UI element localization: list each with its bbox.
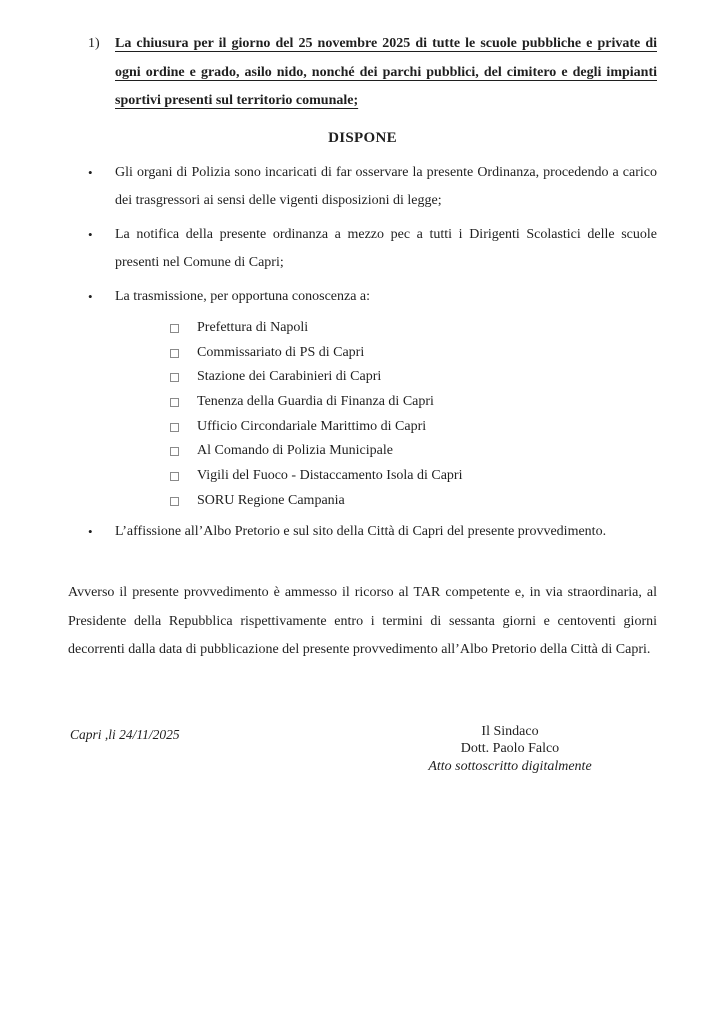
dispone-heading: DISPONE: [328, 129, 397, 146]
provision-text: La trasmissione, per opportuna conoscenza a:: [115, 288, 371, 304]
provision-text: Gli organi di Polizia sono incaricati di far osservare la presente Ordinanza, procedendo a carico dei trasgressori ai sensi delle vigenti disposizioni di legge;: [115, 164, 657, 208]
recipient-label: Commissariato di PS di Capri: [197, 344, 365, 360]
recipient-label: SORU Regione Campania: [197, 492, 345, 508]
list-item: [88, 283, 657, 312]
provisions-list: [68, 159, 657, 547]
recipients-list: [170, 316, 657, 514]
recipient-label: Tenenza della Guardia di Finanza di Capri: [197, 394, 434, 410]
clause-text: La chiusura per il giorno del 25 novembre 2025 di tutte le scuole pubbliche e private di ogni ordine e grado, asilo nido, nonché dei parchi pubblici, del cimitero e degli impianti sportivi presenti sul territorio comunale;: [115, 36, 657, 108]
digital-signature-note: Atto sottoscritto digitalmente: [428, 758, 592, 774]
list-item: [170, 464, 657, 489]
list-item: [88, 518, 657, 547]
bullet-icon: •: [88, 288, 93, 304]
checkbox-icon: [170, 497, 179, 506]
recipient-label: Prefettura di Napoli: [197, 320, 309, 335]
signature-block: [378, 723, 642, 776]
checkbox-icon: [170, 349, 179, 358]
document-footer: [68, 723, 657, 793]
recipient-label: Vigili del Fuoco - Distaccamento Isola di Capri: [197, 468, 463, 484]
list-item: [170, 439, 657, 464]
list-item: [170, 341, 657, 366]
signer-name: Dott. Paolo Falco: [460, 741, 560, 756]
signer-role: Il Sindaco: [481, 723, 539, 739]
checkbox-icon: [170, 447, 179, 456]
list-item: [88, 221, 657, 278]
list-item: [170, 489, 657, 514]
list-item: [170, 390, 657, 415]
provision-text: L’affissione all’Albo Pretorio e sul sito della Città di Capri del presente provvedimento.: [115, 523, 607, 539]
ordinance-clause-1: [88, 30, 657, 116]
list-item: [170, 365, 657, 390]
list-item: [170, 415, 657, 440]
list-item: [88, 159, 657, 216]
checkbox-icon: [170, 398, 179, 407]
recipient-label: Stazione dei Carabinieri di Capri: [197, 369, 382, 385]
recipient-label: Ufficio Circondariale Marittimo di Capri: [197, 418, 427, 434]
checkbox-icon: [170, 472, 179, 481]
recipient-label: Al Comando di Polizia Municipale: [197, 443, 393, 459]
clause-number: 1): [88, 36, 100, 51]
dateline: Capri ,li 24/11/2025: [70, 726, 180, 742]
bullet-icon: •: [88, 226, 93, 242]
appeal-paragraph: Avverso il presente provvedimento è ammesso il ricorso al TAR competente e, in via straordinaria, al Presidente della Repubblica rispettivamente entro i termini di sessanta giorni e centoventi giorni decorrenti dalla data di pubblicazione del presente provvedimento all’Albo Pretorio della Città di Capri.: [68, 585, 657, 657]
checkbox-icon: [170, 423, 179, 432]
list-item: [170, 316, 657, 341]
checkbox-icon: [170, 324, 179, 333]
checkbox-icon: [170, 373, 179, 382]
bullet-icon: •: [88, 164, 93, 180]
bullet-icon: •: [88, 523, 93, 539]
provision-text: La notifica della presente ordinanza a mezzo pec a tutti i Dirigenti Scolastici delle scuole presenti nel Comune di Capri;: [115, 226, 657, 270]
